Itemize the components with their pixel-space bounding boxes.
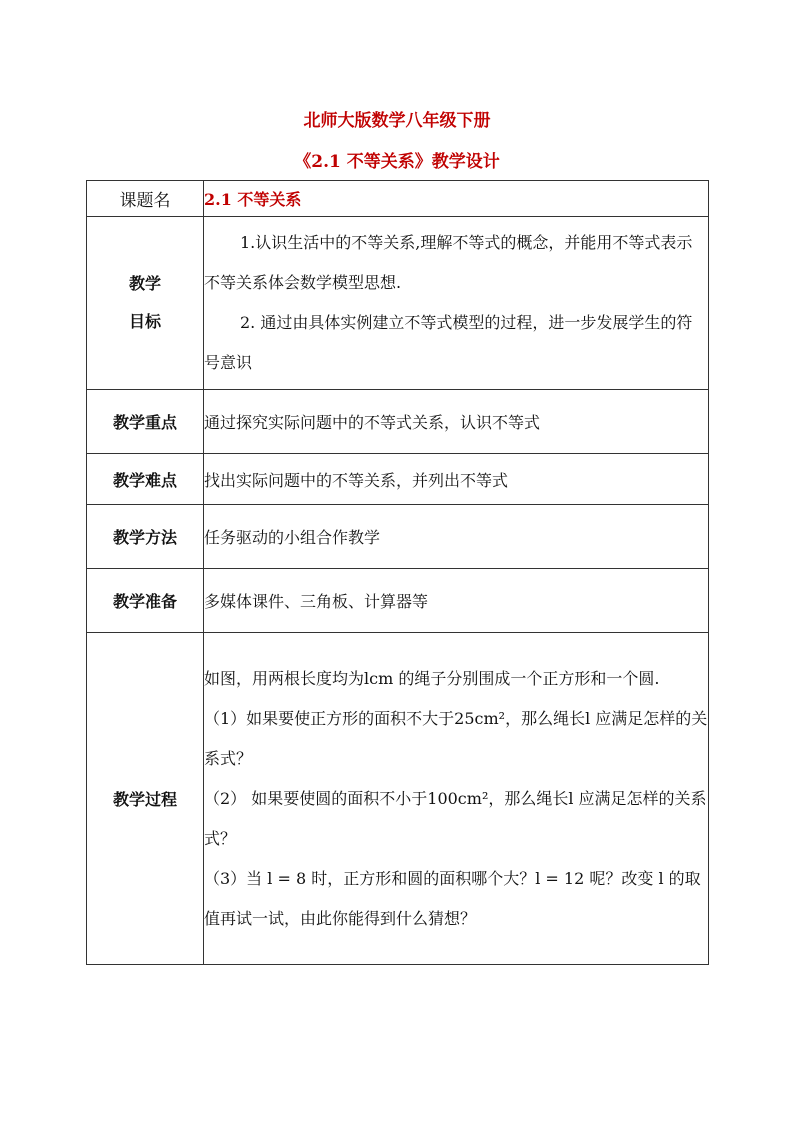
document-title: 北师大版数学八年级下册 bbox=[303, 111, 491, 131]
goal-item-1: 1.认识生活中的不等关系,理解不等式的概念，并能用不等式表示不等关系体会数学模型思想. bbox=[204, 233, 693, 292]
table-row-difficulties bbox=[87, 454, 709, 505]
key-points-value: 通过探究实际问题中的不等式关系，认识不等式 bbox=[204, 390, 709, 454]
methods-label: 教学方法 bbox=[87, 505, 204, 569]
table-row-preparation bbox=[87, 569, 709, 633]
process-question-3: （3）当 l = 8 时，正方形和圆的面积哪个大？l = 12 呢？改变 l 的取值再试一试，由此你能得到什么猜想？ bbox=[204, 868, 701, 928]
table-row-goals bbox=[87, 217, 709, 390]
table-row-key-points bbox=[87, 390, 709, 454]
table-row-methods bbox=[87, 505, 709, 569]
preparation-value: 多媒体课件、三角板、计算器等 bbox=[204, 569, 709, 633]
process-intro: 如图，用两根长度均为lcm 的绳子分别围成一个正方形和一个圆. bbox=[204, 668, 660, 688]
goals-label bbox=[87, 217, 204, 390]
preparation-label: 教学准备 bbox=[87, 569, 204, 633]
lesson-plan-table bbox=[86, 180, 709, 965]
goals-content bbox=[204, 217, 709, 390]
topic-value: 2.1 不等关系 bbox=[204, 181, 709, 217]
process-label: 教学过程 bbox=[87, 633, 204, 965]
process-question-1: （1）如果要使正方形的面积不大于25cm²，那么绳长l 应满足怎样的关系式？ bbox=[204, 708, 708, 768]
goal-item-2: 2. 通过由具体实例建立不等式模型的过程，进一步发展学生的符号意识 bbox=[204, 313, 693, 372]
process-question-2: （2） 如果要使圆的面积不小于100cm²，那么绳长l 应满足怎样的关系式？ bbox=[204, 788, 707, 848]
methods-value: 任务驱动的小组合作教学 bbox=[204, 505, 709, 569]
topic-label: 课题名 bbox=[87, 181, 204, 217]
table-row-process bbox=[87, 633, 709, 965]
goals-label-line1: 教学 bbox=[128, 274, 161, 293]
document-subtitle: 《2.1 不等关系》教学设计 bbox=[294, 152, 500, 172]
difficulties-value: 找出实际问题中的不等关系，并列出不等式 bbox=[204, 454, 709, 505]
key-points-label: 教学重点 bbox=[87, 390, 204, 454]
goals-label-line2: 目标 bbox=[128, 312, 161, 331]
process-content bbox=[204, 633, 709, 965]
difficulties-label: 教学难点 bbox=[87, 454, 204, 505]
table-row-topic bbox=[87, 181, 709, 217]
